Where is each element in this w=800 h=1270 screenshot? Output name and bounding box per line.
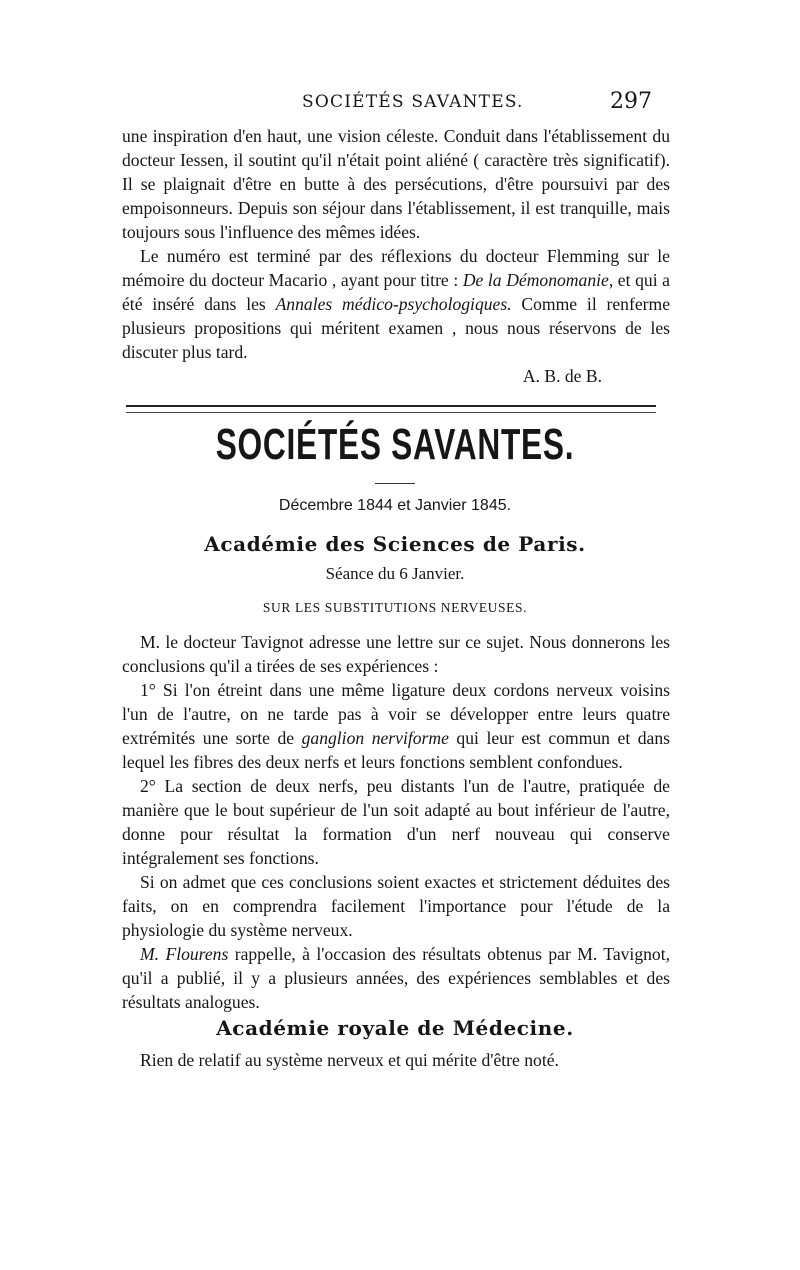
- demonomanie-title: De la Démonomanie: [462, 270, 609, 290]
- title-rule: [375, 483, 415, 484]
- flemming-text-mid: , et qui a été inséré dans les: [122, 270, 670, 314]
- running-title: SOCIÉTÉS SAVANTES.: [302, 92, 524, 112]
- conclusion-paragraph: Si on admet que ces conclusions soient exactes et strictement déduites des faits, on en comprendra facilement l'importance pour l'étude de la physiologie du système nerveux.: [122, 872, 670, 940]
- page-number: 297: [610, 89, 652, 114]
- tavignot-section: [122, 630, 670, 1014]
- flemming-text-end: Comme il renferme plusieurs propositions qui méritent examen , nous nous réservons de les discuter plus tard.: [122, 294, 670, 362]
- section-divider: [126, 405, 656, 413]
- section-title: SOCIÉTÉS SAVANTES.: [215, 420, 575, 469]
- running-head: [122, 89, 652, 122]
- point-2: 2° La section de deux nerfs, peu distants l'un de l'autre, pratiquée de manière que le bout supérieur de l'un soit adapté au bout inférieur de l'autre, donne pour résultat la formation d'un nerf nouveau qui conserve intégralement ses fonctions.: [122, 776, 670, 868]
- signature: A. B. de B.: [522, 366, 602, 386]
- flourens-paragraph: [122, 942, 670, 1014]
- subheading: SUR LES SUBSTITUTIONS NERVEUSES.: [262, 600, 528, 615]
- flourens-name: M. Flourens: [140, 944, 229, 964]
- flourens-text: rappelle, à l'occasion des résultats obtenus par M. Tavignot, qu'il a publié, il y a plusieurs années, des expériences semblables et des résultats analogues.: [122, 944, 670, 1012]
- flemming-text-start: Le numéro est terminé par des réflexions du docteur Flemming sur le mémoire du docteur Macario , ayant pour titre :: [122, 246, 670, 290]
- point-1-end: qui leur est commun et dans lequel les fibres des deux nerfs et leurs fonctions semblent confondues.: [122, 728, 670, 772]
- continuation-text: [122, 124, 670, 388]
- continuation-paragraph: une inspiration d'en haut, une vision céleste. Conduit dans l'établissement du docteur Iessen, il soutint qu'il n'était point aliéné ( caractère très significatif). Il se plaignait d'être en butte à des persécutions, d'être poursuivi par des empoisonneurs. Depuis son séjour dans l'établissement, il est tranquille, mais toujours sous l'influence des mêmes idées.: [122, 126, 670, 242]
- point-1: [122, 678, 670, 774]
- flemming-paragraph: [122, 244, 670, 364]
- academy-medicine-heading: Académie royale de Médecine.: [216, 1016, 574, 1040]
- annales-title: Annales médico-psychologiques.: [275, 294, 512, 314]
- intro-paragraph: M. le docteur Tavignot adresse une lettre sur ce sujet. Nous donnerons les conclusions qu'il a tirées de ses expériences :: [122, 632, 670, 676]
- medicine-paragraph: Rien de relatif au système nerveux et qui mérite d'être noté.: [140, 1050, 559, 1070]
- academy-sciences-heading: Académie des Sciences de Paris.: [204, 532, 586, 556]
- point-1-start: 1° Si l'on étreint dans une même ligature deux cordons nerveux voisins l'un de l'autre, on ne tarde pas à voir se développer entre leurs quatre extrémités une sorte de: [122, 680, 670, 748]
- seance-line: Séance du 6 Janvier.: [325, 564, 465, 583]
- ganglion-term: ganglion nerviforme: [301, 728, 449, 748]
- medicine-section: [122, 1048, 670, 1072]
- date-line: Décembre 1844 et Janvier 1845.: [278, 497, 512, 514]
